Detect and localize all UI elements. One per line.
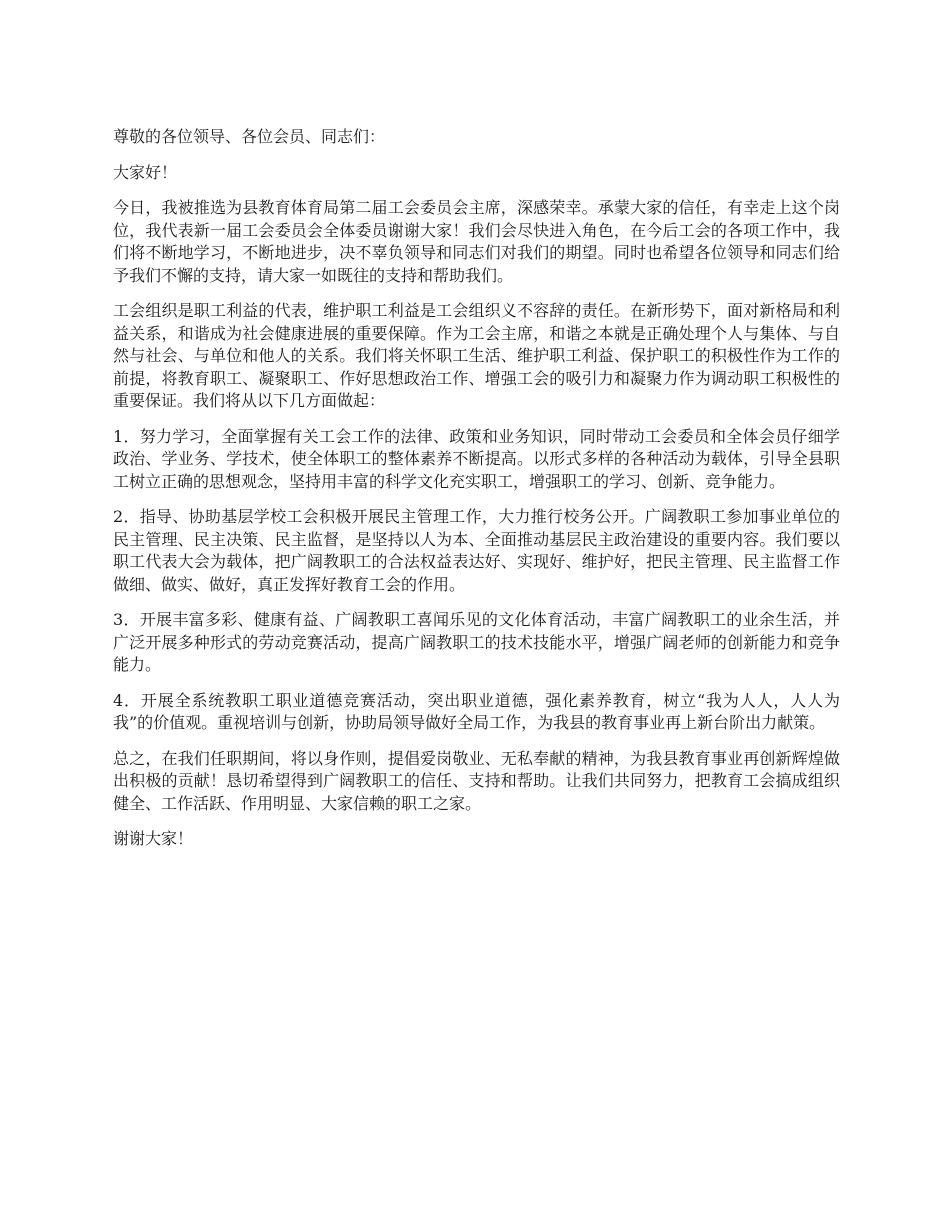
- paragraph-item-1: 1．努力学习，全面掌握有关工会工作的法律、政策和业务知识，同时带动工会委员和全体会员仔细学政治、学业务、学技术，使全体职工的整体素养不断提高。以形式多样的各种活动为载体，引导全县职工树立正确的思想观念，坚持用丰富的科学文化充实职工，增强职工的学习、创新、竞争能力。: [113, 426, 840, 491]
- document-body: [113, 126, 840, 864]
- salutation: 尊敬的各位领导、各位会员、同志们：: [113, 127, 386, 146]
- paragraph-item-3: 3．开展丰富多彩、健康有益、广阔教职工喜闻乐见的文化体育活动，丰富广阔教职工的业余生活，并广泛开展多种形式的劳动竞赛活动，提高广阔教职工的技术技能水平，增强广阔老师的创新能力和竞争能力。: [113, 610, 840, 674]
- paragraph-conclusion: 总之，在我们任职期间，将以身作则，提倡爱岗敬业、无私奉献的精神，为我县教育事业再创新辉煌做出积极的贡献！恳切希望得到广阔教职工的信任、支持和帮助。让我们共同努力，把教育工会搞成组织健全、工作活跃、作用明显、大家信赖的职工之家。: [113, 748, 840, 813]
- paragraph-item-4: 4．开展全系统教职工职业道德竞赛活动，突出职业道德，强化素养教育，树立“我为人人，人人为我”的价值观。重视培训与创新，协助局领导做好全局工作，为我县的教育事业再上新台阶出力献策。: [113, 690, 840, 732]
- greeting: 大家好！: [113, 162, 178, 182]
- paragraph-intro: 今日，我被推选为县教育体育局第二届工会委员会主席，深感荣幸。承蒙大家的信任，有幸走上这个岗位，我代表新一届工会委员会全体委员谢谢大家！我们会尽快进入角色，在今后工会的各项工作中，我们将不断地学习，不断地进步，决不辜负领导和同志们对我们的期望。同时也希望各位领导和同志们给予我们不懈的支持，请大家一如既往的支持和帮助我们。: [113, 198, 840, 285]
- paragraph-item-2: 2．指导、协助基层学校工会积极开展民主管理工作，大力推行校务公开。广阔教职工参加事业单位的民主管理、民主决策、民主监督，是坚持以人为本、全面推动基层民主政治建设的重要内容。我们要以职工代表大会为载体，把广阔教职工的合法权益表达好、实现好、维护好，把民主管理、民主监督工作做细、做实、做好，真正发挥好教育工会的作用。: [113, 507, 840, 594]
- paragraph-union-role: 工会组织是职工利益的代表，维护职工利益是工会组织义不容辞的责任。在新形势下，面对新格局和利益关系，和谐成为社会健康进展的重要保障。作为工会主席，和谐之本就是正确处理个人与集体、与自然与社会、与单位和他人的关系。我们将关怀职工生活、维护职工利益、保护职工的积极性作为工作的前提，将教育职工、凝聚职工、作好思想政治工作、增强工会的吸引力和凝聚力作为调动职工积极性的重要保证。我们将从以下几方面做起：: [113, 301, 840, 410]
- closing: 谢谢大家！: [113, 829, 194, 848]
